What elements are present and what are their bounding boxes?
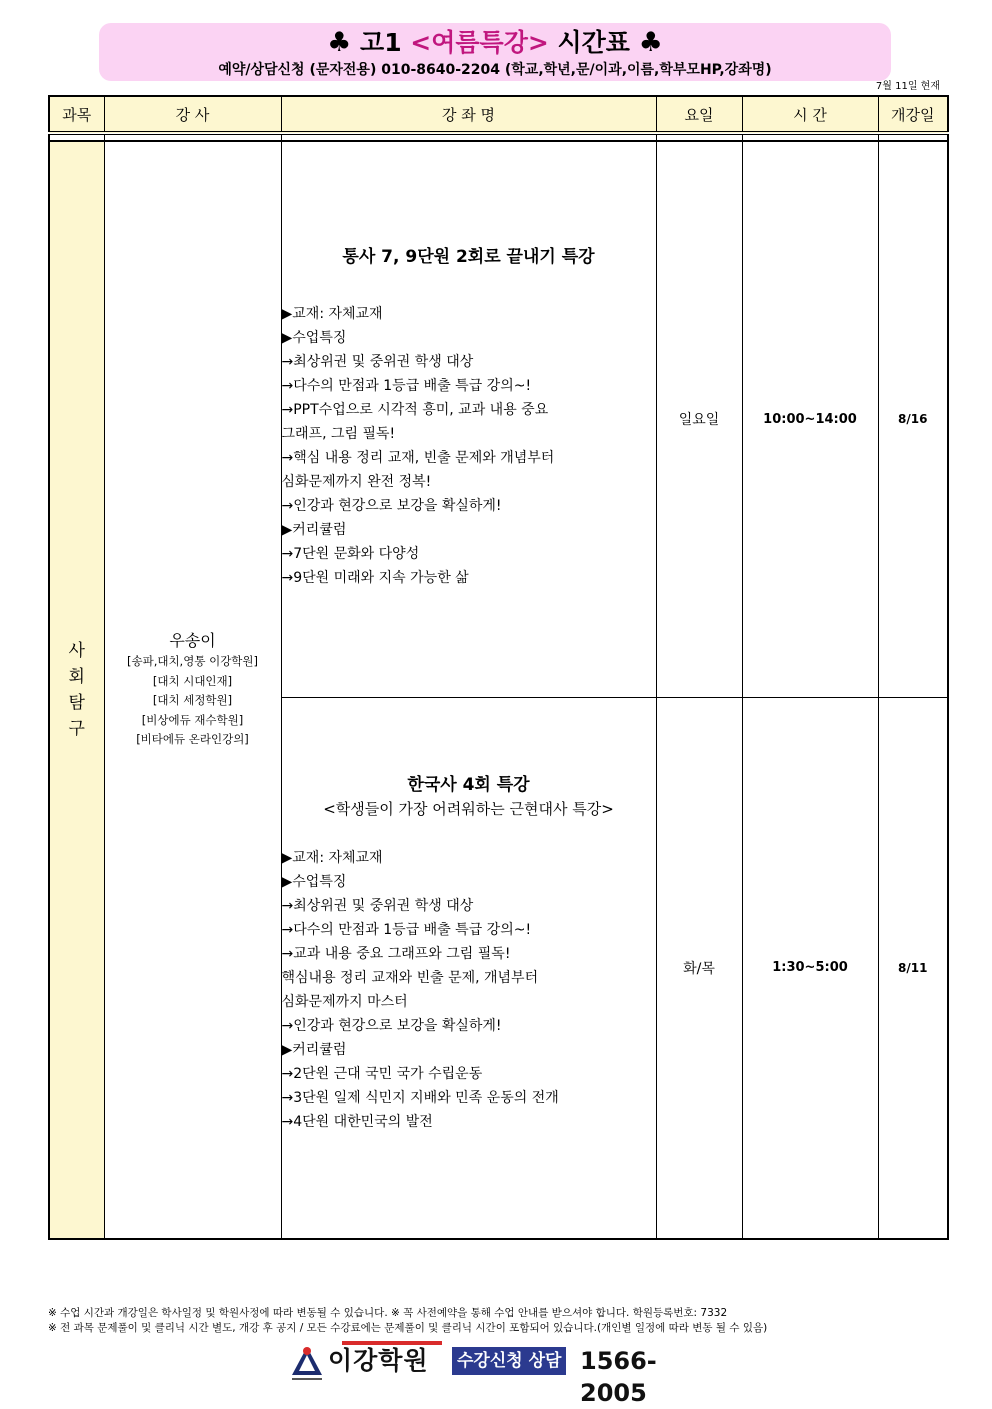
course-details: ▶교재: 자체교재 ▶수업특징 →최상위권 및 중위권 학생 대상 →다수의 만점과 1등급 배출 특급 강의~! →PPT수업으로 시각적 흥미, 교과 내용 중요 그래프, 그림 필독! →핵심 내용 정리 교재, 빈출 문제와 개념부터 심화문제까지 완전 정복! →인강과 현강으로 보강을 확실하게! ▶커리큘럼 →7단원 문화와 다양성 →9단원 미래와 지속 가능한 삶: [281, 306, 555, 586]
course-cell: [281, 697, 656, 1239]
subject-cell: 사 회 탐 구: [49, 141, 104, 1239]
title-banner: [99, 23, 891, 81]
schedule-table: [48, 95, 949, 1240]
as-of-date: 7월 11일 현재: [875, 81, 940, 92]
day-cell: 일요일: [656, 141, 742, 697]
course-cell: [281, 141, 656, 697]
instructor-affiliation: [대치 세정학원]: [152, 693, 233, 708]
club-left-icon: ♣: [327, 27, 352, 58]
title-highlight: <여름특강>: [410, 28, 549, 57]
table-row: [49, 141, 948, 697]
time-cell: 10:00~14:00: [742, 141, 878, 697]
start-date-cell: 8/11: [878, 697, 948, 1239]
course-title: 한국사 4회 특강: [407, 774, 530, 795]
header-start-date: 개강일: [878, 96, 948, 133]
header-course: 강 좌 명: [281, 96, 656, 133]
instructor-name: 우송이: [169, 631, 216, 651]
course-title: 통사 7, 9단원 2회로 끝내기 특강: [342, 247, 595, 267]
academy-logo-icon: [288, 1343, 326, 1383]
contact-line: 예약/상담신청 (문자전용) 010-8640-2204 (학교,학년,문/이과,이름,학부모HP,강좌명): [218, 62, 772, 78]
start-date-cell: 8/16: [878, 141, 948, 697]
footnotes: [48, 1306, 948, 1336]
title-suffix: 시간표: [548, 28, 639, 57]
footnote: ※ 전 과목 문제풀이 및 클리닉 시간 별도, 개강 후 공지 / 모든 수강료에는 문제풀이 및 클리닉 시간이 포함되어 있습니다.(개인별 일정에 따라 변동 될 수 있음): [48, 1322, 768, 1334]
header-subject: 과목: [49, 96, 104, 133]
title-prefix: 고1: [360, 28, 411, 57]
club-right-icon: ♣: [638, 27, 663, 58]
table-header-row: [49, 96, 948, 133]
instructor-affiliation: [송파,대치,영통 이강학원]: [126, 654, 259, 669]
academy-footer: [288, 1343, 708, 1407]
header-gap-row: [49, 133, 948, 141]
instructor-affiliation: [비타에듀 온라인강의]: [136, 732, 249, 747]
header-instructor: 강 사: [104, 96, 281, 133]
phone-number[interactable]: 1566-2005: [580, 1347, 657, 1407]
footnote: ※ 수업 시간과 개강일은 학사일정 및 학원사정에 따라 변동될 수 있습니다. ※ 꼭 사전예약을 통해 수업 안내를 받으셔야 합니다. 학원등록번호: 7332: [48, 1307, 728, 1319]
day-cell: 화/목: [656, 697, 742, 1239]
instructor-affiliation: [비상에듀 재수학원]: [141, 712, 244, 727]
header-day: 요일: [656, 96, 742, 133]
instructor-cell: [104, 141, 281, 1239]
time-cell: 1:30~5:00: [742, 697, 878, 1239]
course-subtitle: <학생들이 가장 어려워하는 근현대사 특강>: [323, 799, 614, 818]
page-title: [99, 28, 891, 58]
header-time: 시 간: [742, 96, 878, 133]
academy-name: 이강학원: [328, 1346, 429, 1375]
instructor-affiliation: [대치 시대인재]: [152, 673, 233, 688]
enroll-consult-button[interactable]: 수강신청 상담: [452, 1347, 566, 1375]
course-details: ▶교재: 자체교재 ▶수업특징 →최상위권 및 중위권 학생 대상 →다수의 만점과 1등급 배출 특급 강의~! →교과 내용 중요 그래프와 그림 필독! 핵심내용 정리 교재와 빈출 문제, 개념부터 심화문제까지 마스터 →인강과 현강으로 보강을 확실하게! ▶커리큘럼 →2단원 근대 국민 국가 수립운동 →3단원 일제 식민지 지배와 민족 운동의 전개 →4단원 대한민국의 발전: [281, 849, 559, 1130]
